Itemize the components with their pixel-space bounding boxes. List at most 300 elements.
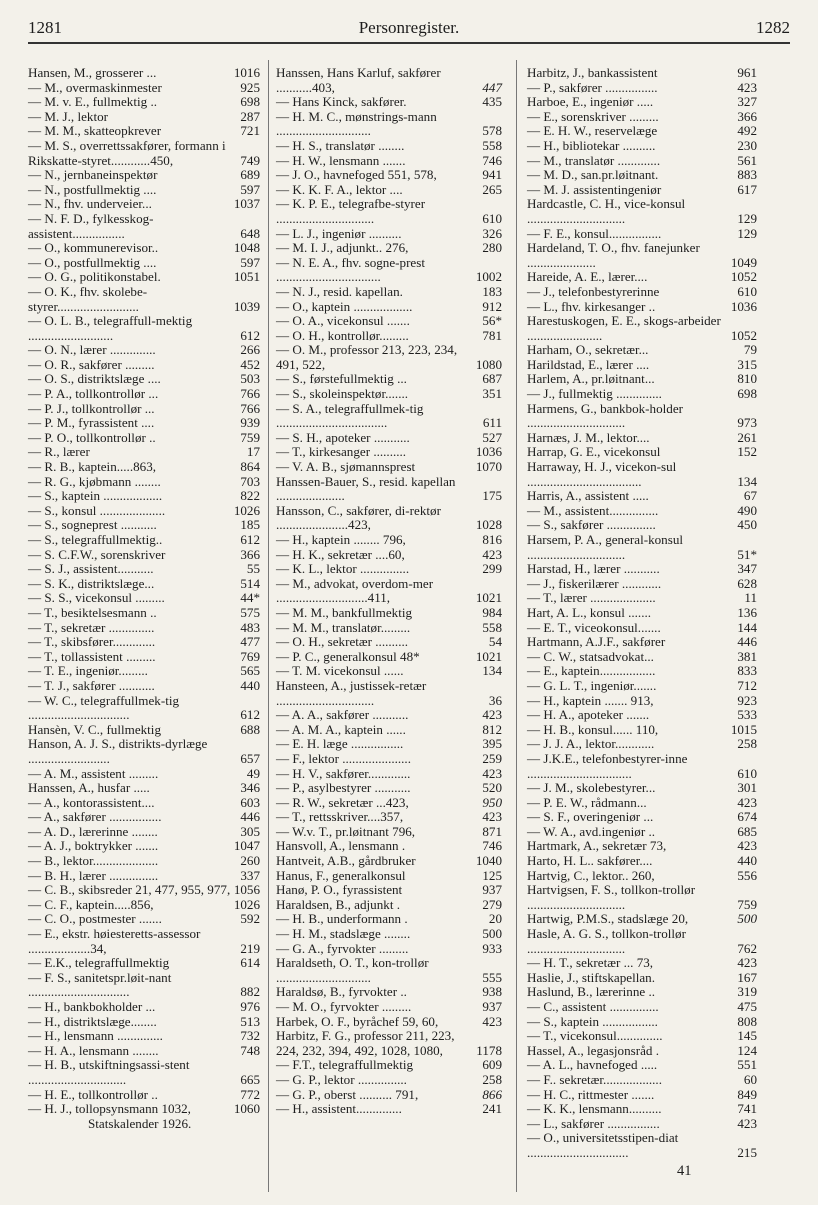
entry-page-number: 423 — [482, 809, 502, 825]
register-entry — [276, 767, 502, 782]
entry-page-number: 513 — [240, 1013, 260, 1029]
entry-text: — T. M. vicekonsul ...... — [276, 663, 404, 679]
entry-page-number: 258 — [737, 736, 757, 752]
entry-page-number: 125 — [482, 867, 502, 883]
register-entry — [527, 694, 757, 709]
entry-page-number: 657 — [240, 750, 260, 766]
entry-page-number: 136 — [737, 604, 757, 620]
register-entry — [276, 1029, 502, 1058]
entry-page-number: 698 — [737, 386, 757, 402]
entry-page-number: 882 — [240, 984, 260, 1000]
register-entry — [276, 606, 502, 621]
entry-text: — G. P., lektor ............... — [276, 1071, 407, 1087]
entry-text: — W.v. T., pr.løitnant 796, — [276, 823, 416, 839]
entry-text: — C. O., postmester ....... — [28, 911, 162, 927]
register-entry — [276, 985, 502, 1000]
entry-page-number: 319 — [737, 984, 757, 1000]
entry-text: Hansson, C., sakfører, di-rektør ......................423, — [276, 502, 441, 533]
register-entry — [276, 154, 502, 169]
entry-text: — P., asylbestyrer ........... — [276, 780, 411, 796]
entry-text: — H., assistent.............. — [276, 1101, 402, 1117]
entry-text: — N., postfullmektig .... — [28, 181, 157, 197]
register-entry — [276, 95, 502, 110]
register-entry — [527, 343, 757, 358]
entry-text: — E. H. W., reservelæge — [527, 123, 658, 139]
register-entry — [527, 504, 757, 519]
entry-text: Hanø, P. O., fyrassistent — [276, 882, 403, 898]
entry-page-number: 301 — [737, 780, 757, 796]
page-header — [28, 18, 790, 42]
entry-text: — K. K. F. A., lektor .... — [276, 181, 403, 197]
register-entry — [527, 621, 757, 636]
register-entry — [527, 1029, 757, 1044]
entry-text: — M. M., skatteopkrever — [28, 123, 162, 139]
entry-text: — M. J., lektor — [28, 108, 109, 124]
entry-text: — H. B., konsul...... 110, — [527, 721, 659, 737]
entry-page-number: 822 — [240, 488, 260, 504]
register-entry — [28, 518, 260, 533]
entry-page-number: 260 — [240, 853, 260, 869]
entry-text: — M. S., overrettssakfører, formann i Rikskatte-styret............450, — [28, 137, 226, 168]
entry-text: — F. E., konsul................ — [527, 225, 662, 241]
entry-text: — M. v. E., fullmektig .. — [28, 94, 157, 110]
register-entry — [28, 95, 260, 110]
entry-text: — R. W., sekretær ...423, — [276, 794, 409, 810]
register-entry — [527, 839, 757, 854]
entry-page-number: 689 — [240, 167, 260, 183]
register-entry — [28, 1000, 260, 1015]
register-entry — [28, 475, 260, 490]
entry-text: — F.T., telegraffullmektig — [276, 1057, 414, 1073]
entry-text: Harbek, O. F., byråchef 59, 60, — [276, 1013, 439, 1029]
register-entry — [276, 942, 502, 957]
left-page-number: 1281 — [28, 18, 62, 37]
entry-page-number: 816 — [482, 532, 502, 547]
entry-text: — E. H. læge ................ — [276, 736, 404, 752]
entry-page-number: 923 — [737, 692, 757, 708]
register-entry — [276, 1073, 502, 1088]
register-entry — [28, 781, 260, 796]
entry-text: Harmens, G., bankbok-holder .............................. — [527, 400, 683, 431]
entry-page-number: 558 — [482, 137, 502, 153]
register-entry — [276, 533, 502, 548]
entry-page-number: 759 — [240, 429, 260, 445]
entry-text: Hardeland, T. O., fhv. fanejunker ..................... — [527, 240, 700, 270]
entry-page-number: 79 — [743, 342, 757, 358]
entry-text: Harbitz, F. G., professor 211, 223, 224, 232, 394, 492, 1028, 1080, — [276, 1028, 455, 1058]
register-entry — [28, 839, 260, 854]
entry-text: — S., sogneprest ........... — [28, 517, 157, 533]
register-entry — [28, 285, 260, 314]
register-entry — [276, 621, 502, 636]
entry-page-number: 1047 — [233, 838, 260, 854]
entry-page-number: 1178 — [476, 1042, 502, 1058]
register-entry — [276, 854, 502, 869]
register-entry — [527, 854, 757, 869]
entry-text: — P. J., tollkontrollør ... — [28, 400, 155, 416]
entry-page-number: 134 — [482, 663, 502, 679]
entry-text: Hardcastle, C. H., vice-konsul .............................. — [527, 196, 686, 226]
register-entry — [527, 285, 757, 300]
header-rule — [28, 42, 790, 44]
entry-page-number: 152 — [737, 444, 757, 460]
register-entry — [28, 548, 260, 563]
entry-page-number: 685 — [737, 823, 757, 839]
register-entry — [28, 358, 260, 373]
column-divider — [516, 60, 517, 1192]
entry-text: — S., kaptein .................. — [28, 488, 163, 504]
entry-page-number: 1070 — [475, 459, 502, 475]
entry-text: — H. M., stadslæge ........ — [276, 926, 411, 942]
entry-page-number: 219 — [240, 940, 260, 956]
entry-text: — L., fhv. kirkesanger .. — [527, 298, 656, 314]
entry-text: Hanssen, Hans Karluf, sakfører ...........403, — [276, 65, 441, 95]
entry-page-number: 67 — [743, 488, 757, 504]
entry-page-number: 1051 — [233, 269, 260, 285]
register-entry — [276, 110, 502, 139]
entry-page-number: 871 — [482, 823, 502, 839]
entry-page-number: 327 — [737, 94, 757, 110]
register-entry — [527, 1088, 757, 1103]
entry-page-number: 551 — [737, 1057, 757, 1073]
entry-text: Hanssen, A., husfar ..... — [28, 780, 150, 796]
entry-text: — O. K., fhv. skolebe-styrer......................... — [28, 283, 148, 314]
entry-page-number: 883 — [737, 167, 757, 183]
register-entry — [527, 314, 757, 343]
entry-text: Harto, H. L.. sakfører.... — [527, 853, 653, 869]
register-entry — [276, 504, 502, 533]
entry-text: — N., jernbaneinspektør — [28, 167, 158, 183]
entry-text: — R. B., kaptein.....863, — [28, 459, 157, 475]
entry-page-number: 812 — [482, 721, 502, 737]
entry-page-number: 129 — [737, 210, 757, 226]
entry-text: — W. A., avd.ingeniør .. — [527, 823, 656, 839]
register-entry — [527, 445, 757, 460]
register-entry — [276, 679, 502, 708]
entry-page-number: 925 — [240, 79, 260, 95]
register-entry — [527, 1102, 757, 1117]
register-entry — [276, 1058, 502, 1073]
entry-page-number: 610 — [737, 765, 757, 781]
register-entry — [28, 723, 260, 738]
entry-page-number: 732 — [240, 1028, 260, 1044]
entry-text: — W. C., telegraffullmek-tig ............................... — [28, 692, 180, 723]
entry-text: — M. D., san.pr.løitnant. — [527, 167, 659, 183]
entry-text: — H. B., utskiftningsassi-stent .............................. — [28, 1057, 190, 1087]
entry-text: — O., kommunerevisor.. — [28, 240, 159, 256]
register-entry — [527, 956, 757, 971]
entry-page-number: 1036 — [475, 444, 502, 460]
entry-text: — S., telegraffullmektig.. — [28, 532, 163, 547]
register-entry — [28, 810, 260, 825]
entry-page-number: 698 — [240, 94, 260, 110]
register-entry — [527, 883, 757, 912]
register-entry — [527, 562, 757, 577]
entry-page-number: 423 — [737, 1115, 757, 1131]
entry-page-number: 849 — [737, 1086, 757, 1102]
register-entry — [527, 1058, 757, 1073]
entry-page-number: 769 — [240, 648, 260, 664]
entry-text: — J., fullmektig .............. — [527, 386, 662, 402]
register-entry — [276, 431, 502, 446]
entry-text: Hartvig, C., lektor.. 260, — [527, 867, 655, 883]
entry-page-number: 44* — [240, 590, 260, 606]
register-entry — [527, 591, 757, 606]
register-entry — [28, 1015, 260, 1030]
entry-text: — C., assistent ............... — [527, 999, 659, 1014]
register-entry — [527, 796, 757, 811]
entry-text: — S. S., vicekonsul ......... — [28, 590, 165, 606]
entry-text: Harlem, A., pr.løitnant... — [527, 371, 655, 387]
register-entry — [276, 183, 502, 198]
entry-text: — K. P. E., telegrafbe-styrer .............................. — [276, 196, 426, 226]
entry-page-number: 665 — [240, 1071, 260, 1087]
entry-text: Harraway, H. J., vicekon-sul ................................... — [527, 459, 677, 489]
entry-page-number: 36 — [488, 692, 502, 708]
entry-text: — H., bankbokholder ... — [28, 999, 156, 1014]
register-entry — [276, 548, 502, 563]
entry-text: Hartvigsen, F. S., tollkon-trollør .............................. — [527, 882, 696, 912]
entry-text: — S., konsul .................... — [28, 502, 166, 518]
register-entry — [527, 1044, 757, 1059]
entry-page-number: 575 — [240, 604, 260, 620]
entry-text: Harstad, H., lærer ........... — [527, 561, 660, 577]
entry-page-number: 492 — [737, 123, 757, 139]
entry-page-number: 612 — [240, 327, 260, 343]
entry-text: — H. W., lensmann ....... — [276, 152, 406, 168]
entry-text: Hassel, A., legasjonsråd . — [527, 1042, 660, 1058]
entry-page-number: 592 — [240, 911, 260, 927]
entry-page-number: 1049 — [730, 254, 757, 270]
entry-page-number: 712 — [737, 677, 757, 693]
register-entry — [276, 329, 502, 344]
entry-text: — O. R., sakfører ......... — [28, 356, 155, 372]
entry-text: — J. M., skolebestyrer... — [527, 780, 656, 796]
entry-page-number: 423 — [482, 765, 502, 781]
register-entry — [527, 1131, 757, 1160]
entry-page-number: 490 — [737, 502, 757, 518]
register-entry — [28, 197, 260, 212]
register-entry — [276, 66, 502, 95]
register-entry — [276, 1102, 502, 1117]
entry-page-number: 435 — [482, 94, 502, 110]
entry-page-number: 1021 — [475, 648, 502, 664]
entry-text: Hansteen, A., justissek-retær .............................. — [276, 677, 427, 708]
entry-text: Hartmark, A., sekretær 73, — [527, 838, 667, 854]
entry-text: — P. C., generalkonsul 48* — [276, 648, 420, 664]
register-entry — [28, 489, 260, 504]
entry-page-number: 648 — [240, 225, 260, 241]
entry-page-number: 1040 — [475, 853, 502, 869]
entry-page-number: 1039 — [233, 298, 260, 314]
entry-page-number: 20 — [488, 911, 502, 927]
entry-text: — A. L., havnefoged ..... — [527, 1057, 658, 1073]
register-entry — [28, 212, 260, 241]
entry-page-number: 145 — [737, 1028, 757, 1044]
register-entry — [527, 124, 757, 139]
entry-text: Hartwig, P.M.S., stadslæge 20, — [527, 911, 689, 927]
entry-page-number: 265 — [482, 181, 502, 197]
entry-page-number: 746 — [482, 838, 502, 854]
entry-page-number: 520 — [482, 780, 502, 796]
entry-text: — O., kaptein .................. — [276, 298, 413, 314]
register-entry — [28, 767, 260, 782]
entry-text: — N. E. A., fhv. sogne-prest ................................ — [276, 254, 425, 285]
entry-text: Hansvoll, A., lensmann . — [276, 838, 406, 854]
entry-page-number: 1026 — [233, 896, 260, 912]
entry-page-number: 766 — [240, 386, 260, 402]
register-entry — [28, 664, 260, 679]
entry-text: Harnæs, J. M., lektor.... — [527, 429, 650, 445]
entry-text: Hart, A. L., konsul ....... — [527, 604, 652, 620]
register-entry — [276, 460, 502, 475]
entry-text: — A., sakfører ................ — [28, 809, 162, 825]
register-entry — [527, 650, 757, 665]
register-entry — [276, 635, 502, 650]
entry-page-number: 423 — [737, 955, 757, 971]
entry-page-number: 610 — [737, 283, 757, 299]
entry-text: — S. J., assistent........... — [28, 561, 154, 577]
register-entry — [276, 475, 502, 504]
entry-page-number: 597 — [240, 254, 260, 270]
register-entry — [28, 270, 260, 285]
register-entry — [28, 168, 260, 183]
entry-page-number: 258 — [482, 1071, 502, 1087]
entry-page-number: 772 — [240, 1086, 260, 1102]
entry-page-number: 687 — [482, 371, 502, 387]
register-entry — [276, 708, 502, 723]
register-entry — [28, 591, 260, 606]
entry-page-number: 287 — [240, 108, 260, 124]
register-entry — [527, 1117, 757, 1132]
entry-text: — H. A., lensmann ........ — [28, 1042, 159, 1058]
register-entry — [527, 95, 757, 110]
column-divider — [268, 60, 269, 1192]
entry-page-number: 781 — [482, 327, 502, 343]
entry-page-number: 55 — [246, 561, 260, 577]
entry-page-number: 555 — [482, 969, 502, 985]
entry-text: — H. S., translatør ........ — [276, 137, 405, 153]
entry-text: — P. M., fyrassistent .... — [28, 415, 155, 431]
entry-text: — H. B., underformann . — [276, 911, 408, 927]
entry-text: — S., skoleinspektør....... — [276, 386, 409, 402]
entry-text: — N. J., resid. kapellan. — [276, 283, 403, 299]
entry-text: — P. A., tollkontrollør ... — [28, 386, 159, 402]
entry-page-number: 1021 — [475, 590, 502, 606]
entry-text: — O., postfullmektig .... — [28, 254, 157, 270]
entry-page-number: 1015 — [730, 721, 757, 737]
entry-page-number: 483 — [240, 619, 260, 635]
register-entry — [276, 752, 502, 767]
entry-page-number: 446 — [737, 634, 757, 650]
entry-text: — A. D., lærerinne ........ — [28, 823, 158, 839]
entry-text: — E., kaptein................. — [527, 663, 656, 679]
entry-text: — O. G., politikonstabel. — [28, 269, 161, 285]
entry-page-number: 1056 — [233, 882, 260, 898]
entry-text: — M. I. J., adjunkt.. 276, — [276, 240, 409, 256]
entry-page-number: 759 — [737, 896, 757, 912]
register-entry — [276, 227, 502, 242]
register-entry — [527, 489, 757, 504]
entry-text: Hansen, M., grosserer ... — [28, 65, 157, 80]
entry-text: — Hans Kinck, sakfører. — [276, 94, 407, 110]
entry-page-number: 1016 — [233, 65, 260, 80]
register-entry — [276, 241, 502, 256]
entry-text: — H. J., tollopsynsmann 1032, — [28, 1101, 191, 1117]
register-entry — [28, 402, 260, 417]
register-entry — [527, 577, 757, 592]
register-entry — [28, 416, 260, 431]
register-entry — [28, 445, 260, 460]
entry-text: — K. K., lensmann.......... — [527, 1101, 662, 1117]
entry-text: Harrap, G. E., vicekonsul — [527, 444, 661, 460]
register-entry — [276, 912, 502, 927]
entry-page-number: 423 — [482, 546, 502, 562]
entry-page-number: 937 — [482, 999, 502, 1014]
entry-text: — C. F., kaptein.....856, — [28, 896, 154, 912]
register-entry — [276, 927, 502, 942]
register-entry — [527, 431, 757, 446]
entry-page-number: 395 — [482, 736, 502, 752]
entry-page-number: 351 — [482, 386, 502, 402]
entry-page-number: 423 — [737, 794, 757, 810]
entry-text: — S. F., overingeniør ... — [527, 809, 654, 825]
entry-text: — G. P., oberst .......... 791, — [276, 1086, 419, 1102]
entry-text: — V. A. B., sjømannsprest — [276, 459, 416, 475]
entry-page-number: 941 — [482, 167, 502, 183]
entry-text: Hasle, A. G. S., tollkon-trollør .............................. — [527, 926, 686, 956]
entry-page-number: 614 — [240, 955, 260, 971]
entry-page-number: 961 — [737, 65, 757, 80]
register-entry — [28, 1029, 260, 1044]
register-entry — [276, 314, 502, 329]
entry-text: — M. J. assistentingeniør — [527, 181, 662, 197]
register-entry — [276, 387, 502, 402]
entry-page-number: 603 — [240, 794, 260, 810]
entry-text: — J.K.E., telefonbestyrer-inne ................................ — [527, 750, 688, 781]
entry-text: Hansèn, V. C., fullmektig — [28, 721, 161, 737]
register-entry — [527, 110, 757, 125]
entry-page-number: 185 — [240, 517, 260, 533]
register-entry — [527, 81, 757, 96]
register-entry — [28, 912, 260, 927]
register-entry — [527, 387, 757, 402]
entry-page-number: 266 — [240, 342, 260, 358]
register-entry — [28, 533, 260, 548]
signature-number: 41 — [677, 1162, 692, 1179]
entry-page-number: 54 — [488, 634, 502, 650]
entry-text: — O. H., kontrollør......... — [276, 327, 409, 343]
entry-text: — R. G., kjøbmann ........ — [28, 473, 161, 489]
entry-page-number: 748 — [240, 1042, 260, 1058]
entry-text: — G. A., fyrvokter ......... — [276, 940, 409, 956]
entry-page-number: 611 — [482, 415, 502, 431]
register-entry — [28, 241, 260, 256]
entry-text: — T. E., ingeniør......... — [28, 663, 148, 679]
register-entry — [276, 372, 502, 387]
register-entry — [276, 825, 502, 840]
entry-page-number: 477 — [240, 634, 260, 650]
register-entry — [28, 650, 260, 665]
entry-page-number: 1026 — [233, 502, 260, 518]
entry-text: Hanssen-Bauer, S., resid. kapellan ..................... — [276, 473, 456, 504]
register-entry — [28, 431, 260, 446]
entry-page-number: 1037 — [233, 196, 260, 212]
register-entry — [276, 883, 502, 898]
entry-text: — K. L., lektor ............... — [276, 561, 410, 577]
register-entry — [276, 664, 502, 679]
entry-page-number: 503 — [240, 371, 260, 387]
